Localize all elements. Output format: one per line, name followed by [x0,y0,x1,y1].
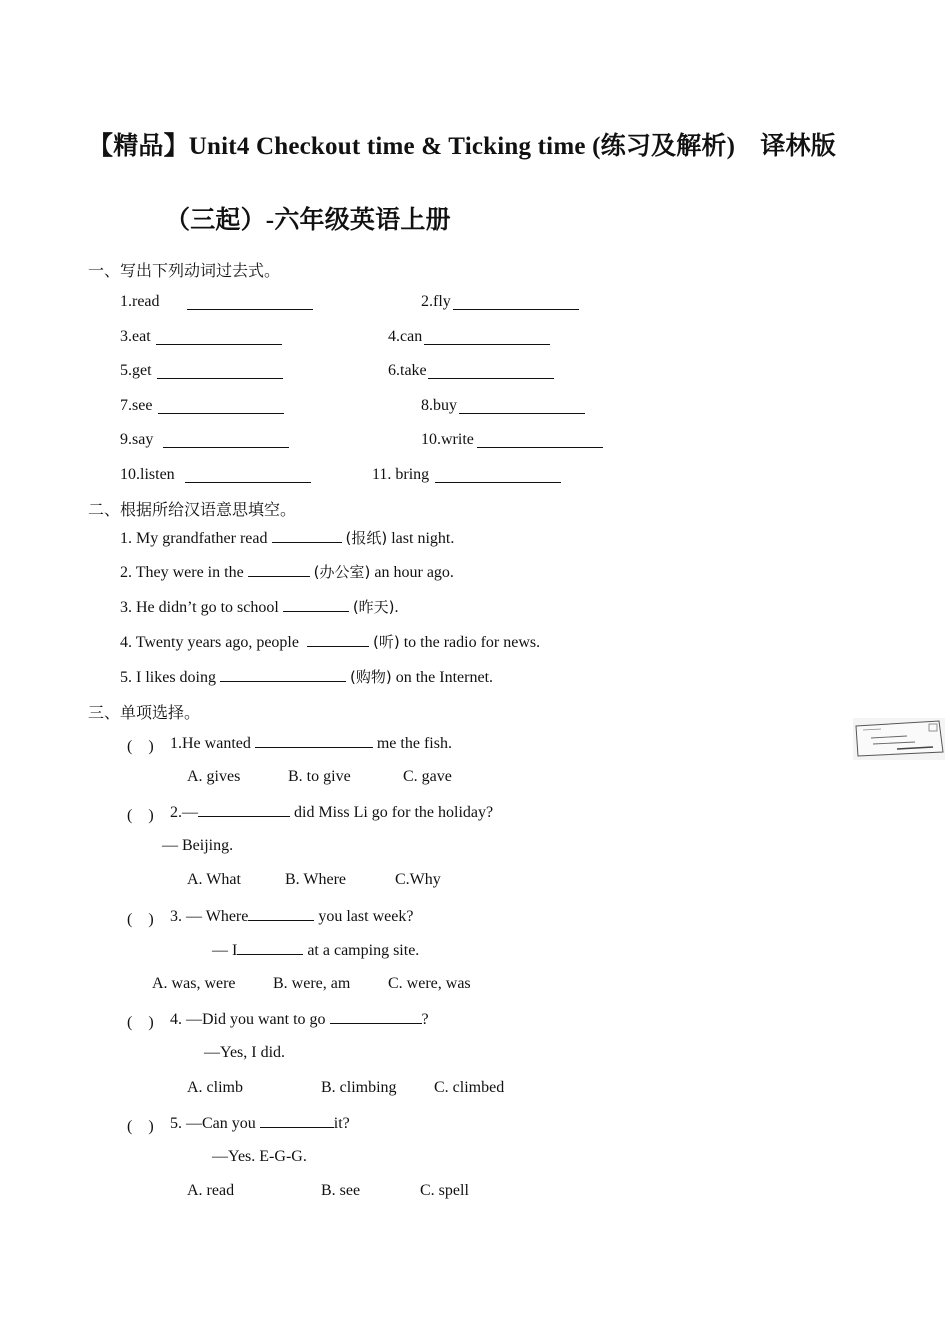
answer-paren[interactable]: ( ) [127,807,154,824]
fill-item-5: 5. I likes doing (购物) on the Internet. [120,668,494,686]
option-a[interactable]: A. climb [187,1079,243,1096]
verb-item-11: 11. bring [372,466,430,483]
verb-item-3: 3.eat [120,328,151,345]
answer-blank[interactable] [158,399,284,414]
answer-blank[interactable] [187,295,313,310]
worksheet-title-line2: （三起）-六年级英语上册 [165,207,451,234]
answer-blank[interactable] [248,562,310,577]
answer-blank[interactable] [237,940,303,955]
verb-item-2: 2.fly [421,293,451,310]
verb-item-5: 5.get [120,362,152,379]
fill-item-3: 3. He didn’t go to school (昨天). [120,598,399,616]
answer-blank[interactable] [157,364,283,379]
option-c[interactable]: C.Why [395,871,441,888]
question-5: 5. —Can you it? [170,1115,350,1132]
option-c[interactable]: C. gave [403,768,452,785]
question-3: 3. — Where you last week? [170,908,414,925]
answer-paren[interactable]: ( ) [127,1014,154,1031]
answer-line-4: —Yes, I did. [204,1044,286,1061]
option-b[interactable]: B. were, am [273,975,351,992]
answer-blank[interactable] [424,330,550,345]
question-2: 2.— did Miss Li go for the holiday? [170,804,494,821]
option-a[interactable]: A. read [187,1182,235,1199]
answer-blank[interactable] [330,1009,422,1024]
answer-blank[interactable] [163,433,289,448]
option-b[interactable]: B. Where [285,871,347,888]
option-b[interactable]: B. see [321,1182,361,1199]
answer-blank[interactable] [156,330,282,345]
option-a[interactable]: A. was, were [152,975,236,992]
section3-heading: 三、单项选择。 [88,703,201,722]
verb-item-10b: 10.listen [120,466,175,483]
answer-blank[interactable] [260,1113,334,1128]
answer-blank[interactable] [428,364,554,379]
worksheet-title-line1: 【精品】Unit4 Checkout time & Ticking time (练习及解析) 译林版 [88,133,836,160]
option-b[interactable]: B. climbing [321,1079,397,1096]
answer-blank[interactable] [272,528,342,543]
answer-blank[interactable] [459,399,585,414]
answer-blank[interactable] [435,468,561,483]
answer-blank[interactable] [248,906,314,921]
answer-blank[interactable] [453,295,579,310]
verb-item-8: 8.buy [421,397,457,414]
answer-blank[interactable] [283,597,349,612]
answer-paren[interactable]: ( ) [127,911,154,928]
answer-paren[interactable]: ( ) [127,1118,154,1135]
answer-blank[interactable] [220,667,346,682]
answer-blank[interactable] [198,802,290,817]
option-c[interactable]: C. were, was [388,975,471,992]
option-a[interactable]: A. gives [187,768,241,785]
option-c[interactable]: C. spell [420,1182,469,1199]
question-4: 4. —Did you want to go ? [170,1011,429,1028]
answer-blank[interactable] [477,433,603,448]
section2-heading: 二、根据所给汉语意思填空。 [88,500,297,519]
option-a[interactable]: A. What [187,871,241,888]
answer-line-2: — Beijing. [162,837,234,854]
answer-line-3: — I at a camping site. [212,942,420,959]
option-c[interactable]: C. climbed [434,1079,505,1096]
fill-item-4: 4. Twenty years ago, people (听) to the radio for news. [120,633,541,651]
question-1: 1.He wanted me the fish. [170,735,452,752]
fill-item-2: 2. They were in the (办公室) an hour ago. [120,563,454,581]
option-b[interactable]: B. to give [288,768,351,785]
envelope-icon [853,718,945,760]
answer-blank[interactable] [185,468,311,483]
verb-item-7: 7.see [120,397,153,414]
verb-item-10: 10.write [421,431,474,448]
answer-blank[interactable] [307,632,369,647]
answer-paren[interactable]: ( ) [127,738,154,755]
verb-item-4: 4.can [388,328,423,345]
verb-item-1: 1.read [120,293,160,310]
verb-item-9: 9.say [120,431,154,448]
answer-blank[interactable] [255,733,373,748]
fill-item-1: 1. My grandfather read (报纸) last night. [120,529,455,547]
section1-heading: 一、写出下列动词过去式。 [88,261,281,280]
verb-item-6: 6.take [388,362,427,379]
answer-line-5: —Yes. E-G-G. [212,1148,307,1165]
